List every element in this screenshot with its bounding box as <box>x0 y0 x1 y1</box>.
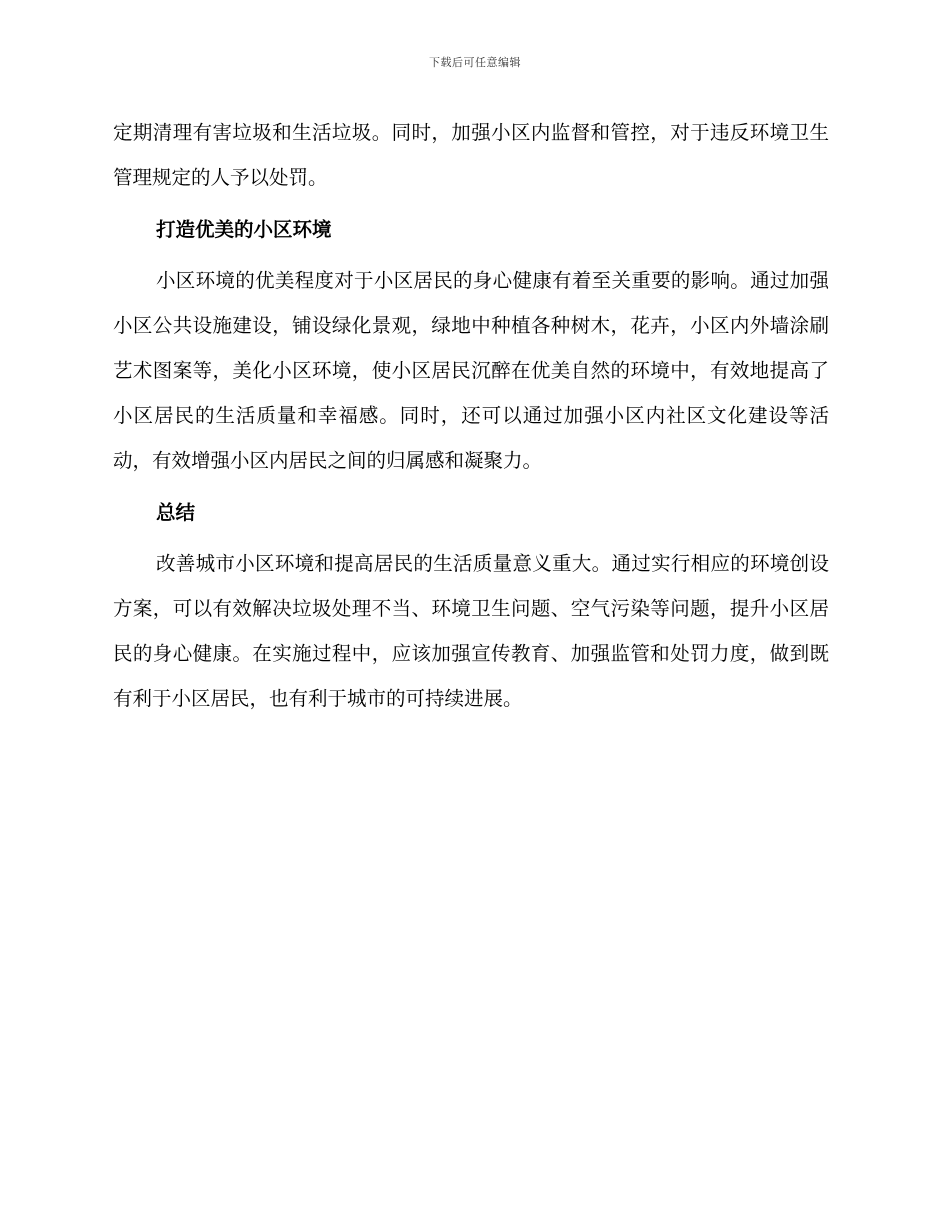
document-body <box>113 110 829 721</box>
section-heading-beautiful-environment: 打造优美的小区环境 <box>156 218 332 241</box>
section-heading-summary: 总结 <box>156 501 196 524</box>
paragraph-summary: 改善城市小区环境和提高居民的生活质量意义重大。通过实行相应的环境创设方案，可以有效解决垃圾处理不当、环境卫生问题、空气污染等问题，提升小区居民的身心健康。在实施过程中，应该加强宣传教育、加强监管和处罚力度，做到既有利于小区居民，也有利于城市的可持续进展。 <box>113 552 829 710</box>
paragraph-beautiful-environment: 小区环境的优美程度对于小区居民的身心健康有着至关重要的影响。通过加强小区公共设施建设，铺设绿化景观，绿地中种植各种树木，花卉，小区内外墙涂刷艺术图案等，美化小区环境，使小区居民沉醉在优美自然的环境中，有效地提高了小区居民的生活质量和幸福感。同时，还可以通过加强小区内社区文化建设等活动，有效增强小区内居民之间的归属感和凝聚力。 <box>113 269 829 472</box>
paragraph-continuation: 定期清理有害垃圾和生活垃圾。同时，加强小区内监督和管控，对于违反环境卫生管理规定的人予以处罚。 <box>113 121 829 189</box>
page-header: 下载后可任意编辑 <box>429 56 521 69</box>
